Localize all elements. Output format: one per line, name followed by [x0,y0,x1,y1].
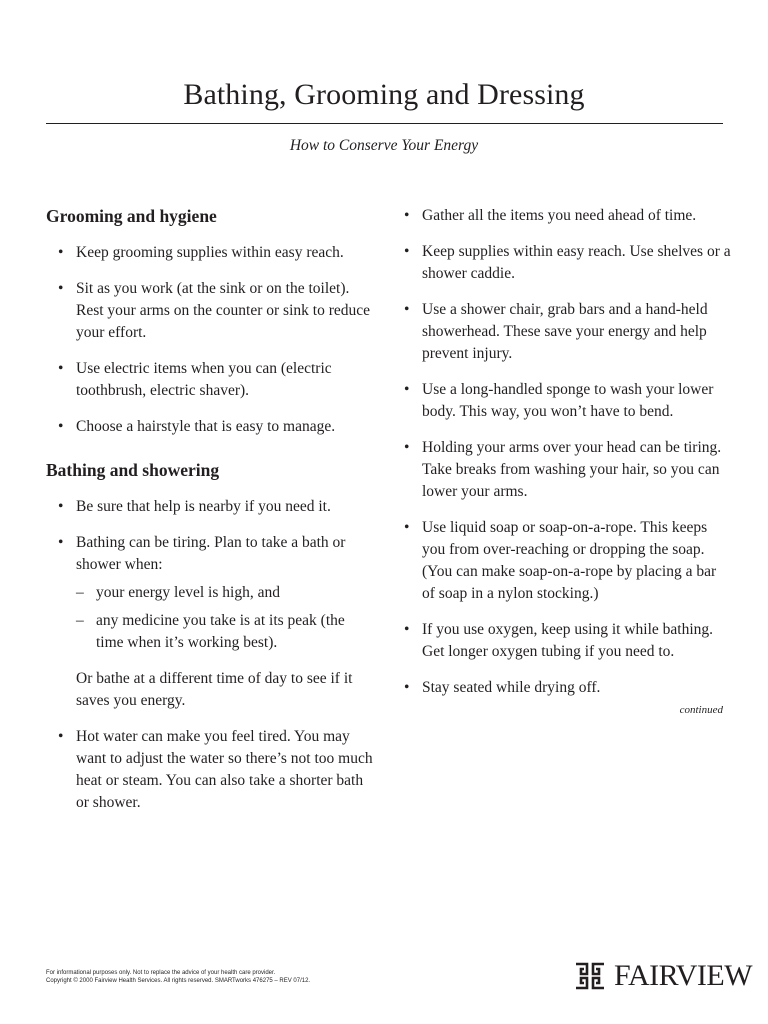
list-item: • Gather all the items you need ahead of time. [402,205,732,227]
list-item: • Sit as you work (at the sink or on the toilet). Rest your arms on the counter or sink to reduce your effort. [46,278,376,344]
list-item [46,532,376,654]
list-item: • Keep grooming supplies within easy reach. [46,242,376,264]
brand-name: FAIRVIEW [614,959,753,992]
bathing-list [46,496,376,654]
footer-line: For informational purposes only. Not to replace the advice of your health care provider. [46,970,276,976]
continued-note: continued [679,704,723,716]
section-heading-bathing: Bathing and showering [46,460,220,480]
sub-list [76,582,376,654]
bathing-list-continued [46,726,376,814]
list-item: • Hot water can make you feel tired. You may want to adjust the water so there’s not too much heat or steam. You can also take a shorter bath or shower. [46,726,376,814]
or-bathe-text: Or bathe at a different time of day to see if it saves you energy. [76,670,353,709]
page-subtitle: How to Conserve Your Energy [289,137,479,154]
fairview-logo-icon [574,960,606,992]
list-item: • Stay seated while drying off. [402,677,732,699]
list-item: • Keep supplies within easy reach. Use shelves or a shower caddie. [402,241,732,285]
left-column [46,204,376,828]
bathing-tips-list [402,205,732,699]
list-item-text: Bathing can be tiring. Plan to take a bath or shower when: [76,534,346,573]
list-item: • If you use oxygen, keep using it while bathing. Get longer oxygen tubing if you need to. [402,619,732,663]
grooming-list [46,242,376,438]
footer-line: Copyright © 2000 Fairview Health Services. All rights reserved. SMARTworks 476275 – REV 07/12. [46,978,311,984]
list-item: • Use a shower chair, grab bars and a hand-held showerhead. These save your energy and help prevent injury. [402,299,732,365]
page-title: Bathing, Grooming and Dressing [183,78,585,111]
right-column [402,205,732,713]
list-item: • Use electric items when you can (electric toothbrush, electric shaver). [46,358,376,402]
sub-list-item: – any medicine you take is at its peak (the time when it’s working best). [76,610,376,654]
list-item: • Be sure that help is nearby if you need it. [46,496,376,518]
title-divider [46,123,723,124]
brand-logo [574,958,753,994]
section-heading-grooming: Grooming and hygiene [46,206,217,226]
sub-list-item: – your energy level is high, and [76,582,376,604]
list-item: • Use liquid soap or soap-on-a-rope. This keeps you from over-reaching or dropping the soap. (You can make soap-on-a-rope by placing a bar of soap in a nylon stocking.) [402,517,732,605]
list-item: • Choose a hairstyle that is easy to manage. [46,416,376,438]
list-item: • Use a long-handled sponge to wash your lower body. This way, you won’t have to bend. [402,379,732,423]
list-item: • Holding your arms over your head can be tiring. Take breaks from washing your hair, so you can lower your arms. [402,437,732,503]
footer-disclaimer [46,969,386,985]
